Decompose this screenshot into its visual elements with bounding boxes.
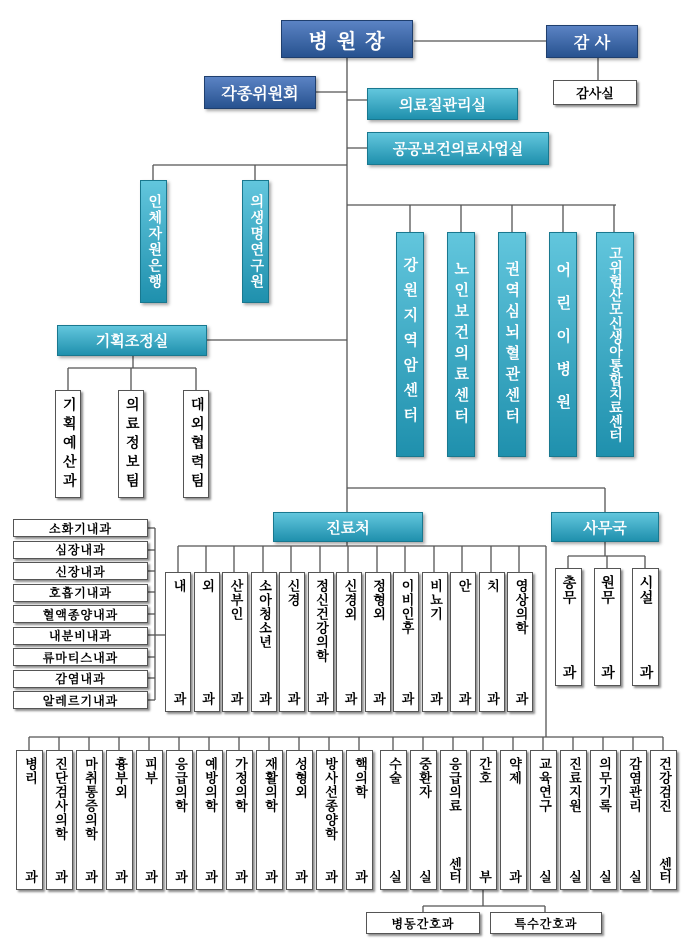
dept-name: 수술 <box>386 757 401 785</box>
support-department-box <box>530 750 557 890</box>
dept-name: 피부 <box>142 757 157 785</box>
dept-suffix: 과 <box>172 870 187 883</box>
dept-suffix: 과 <box>370 692 385 705</box>
dept-suffix: 실 <box>626 870 641 883</box>
dept-suffix: 과 <box>256 692 271 705</box>
dept-name: 비뇨기 <box>427 579 442 621</box>
support-department-box <box>196 750 223 890</box>
support-department-box <box>16 750 43 890</box>
dept-suffix: 과 <box>322 870 337 883</box>
dept-name: 마취통증의학 <box>82 757 97 841</box>
support-department-box <box>380 750 407 890</box>
dept-name: 교육연구 <box>536 757 551 813</box>
dept-name: 신경외 <box>341 579 357 621</box>
dept-suffix: 과 <box>427 692 442 705</box>
dept-name: 재활의학 <box>262 757 277 813</box>
admin-department-box <box>632 568 659 686</box>
dept-name: 건강검진 <box>656 757 671 813</box>
dept-suffix: 실 <box>566 870 581 883</box>
support-department-box <box>316 750 343 890</box>
dept-suffix: 과 <box>142 870 157 883</box>
dept-name: 방사선종양학 <box>322 757 337 841</box>
clinical-department-box <box>393 572 419 712</box>
clinical-department-box <box>308 572 334 712</box>
dept-suffix: 과 <box>506 870 521 883</box>
dept-name: 영상의학 <box>512 579 528 635</box>
auditor-box: 감 사 <box>546 25 638 58</box>
internal-medicine-item: 심장내과 <box>13 541 148 559</box>
support-department-box <box>256 750 283 890</box>
support-department-box <box>500 750 527 890</box>
dept-suffix: 과 <box>202 870 217 883</box>
dept-name: 간호 <box>476 757 491 785</box>
dept-name: 총무 <box>560 575 577 605</box>
dept-suffix: 실 <box>596 870 611 883</box>
internal-medicine-item: 내분비내과 <box>13 627 148 645</box>
ward-nursing-box: 병동간호과 <box>366 912 480 934</box>
maternal-neonatal-center-label: 고위험산모신생아통합치료센터 <box>607 246 623 442</box>
dept-name: 가정의학 <box>232 757 247 813</box>
public-health-box: 공공보건의료사업실 <box>367 132 549 165</box>
dept-name: 외 <box>199 579 214 593</box>
dept-suffix: 실 <box>536 870 551 883</box>
dept-name: 원무 <box>599 575 615 605</box>
dept-name: 응급의학 <box>172 757 187 813</box>
dept-suffix: 과 <box>313 692 328 705</box>
dept-name: 치 <box>484 579 499 593</box>
support-department-box <box>106 750 133 890</box>
internal-medicine-item: 신장내과 <box>13 562 148 580</box>
support-department-box <box>440 750 467 890</box>
internal-medicine-item: 알레르기내과 <box>13 691 148 709</box>
clinical-department-box <box>507 572 533 712</box>
biomedical-institute-box: 의생명연구원 <box>242 180 269 303</box>
dept-suffix: 과 <box>262 870 277 883</box>
dept-name: 감염관리 <box>626 757 641 813</box>
dept-suffix: 과 <box>232 870 247 883</box>
planning-office-box: 기획조정실 <box>57 325 207 356</box>
dept-name: 응급의료 <box>446 757 461 813</box>
dept-suffix: 과 <box>637 665 654 679</box>
dept-suffix: 과 <box>599 665 615 679</box>
support-department-box <box>650 750 677 890</box>
internal-medicine-item: 호흡기내과 <box>13 584 148 602</box>
cancer-center-box: 강원지역암센터 <box>396 232 424 457</box>
external-relations-team-box: 대외협력팀 <box>183 390 209 498</box>
budget-team-box: 기획예산과 <box>55 390 81 498</box>
dept-name: 소아청소년 <box>256 579 271 649</box>
dept-suffix: 과 <box>199 692 214 705</box>
dept-suffix: 과 <box>560 665 577 679</box>
dept-suffix: 센터 <box>656 857 671 883</box>
dept-suffix: 실 <box>416 870 431 883</box>
support-department-box <box>76 750 103 890</box>
support-department-box <box>286 750 313 890</box>
clinical-department-box <box>422 572 448 712</box>
audit-office-box: 감사실 <box>553 80 637 105</box>
dept-name: 성형외 <box>292 757 307 799</box>
dept-suffix: 과 <box>512 692 528 705</box>
support-department-box <box>226 750 253 890</box>
dept-name: 정신건강의학 <box>313 579 328 663</box>
support-department-box <box>410 750 437 890</box>
dept-name: 진단검사의학 <box>52 757 67 841</box>
dept-name: 안 <box>455 579 471 593</box>
dept-name: 이비인후 <box>398 579 414 635</box>
dept-name: 의무기록 <box>596 757 611 813</box>
dept-suffix: 과 <box>82 870 97 883</box>
dept-suffix: 과 <box>455 692 471 705</box>
clinical-department-box <box>279 572 305 712</box>
special-nursing-box: 특수간호과 <box>490 912 602 934</box>
dept-name: 병리 <box>22 757 37 785</box>
dept-suffix: 과 <box>341 692 357 705</box>
clinical-department-box <box>479 572 505 712</box>
dept-name: 약제 <box>506 757 521 785</box>
support-department-box <box>620 750 647 890</box>
clinical-department-box <box>194 572 220 712</box>
clinical-department-box <box>336 572 362 712</box>
dept-name: 산부인 <box>227 579 243 621</box>
dept-name: 중환자 <box>416 757 431 799</box>
dept-suffix: 과 <box>284 692 300 705</box>
support-department-box <box>590 750 617 890</box>
dept-suffix: 과 <box>484 692 499 705</box>
support-department-box <box>136 750 163 890</box>
dept-suffix: 과 <box>22 870 37 883</box>
medical-division-box: 진료처 <box>273 512 423 542</box>
committees-box: 각종위원회 <box>204 76 316 109</box>
dept-name: 신경 <box>284 579 300 607</box>
admin-bureau-box: 사무국 <box>551 512 659 542</box>
dept-suffix: 부 <box>476 870 491 883</box>
internal-medicine-item: 혈액종양내과 <box>13 605 148 623</box>
cardio-cerebro-center-box: 권역심뇌혈관센터 <box>498 232 526 457</box>
dept-suffix: 실 <box>386 870 401 883</box>
dept-suffix: 과 <box>398 692 414 705</box>
clinical-department-box <box>165 572 191 712</box>
human-biobank-box: 인체자원은행 <box>140 180 167 303</box>
support-department-box <box>46 750 73 890</box>
medical-info-team-box: 의료정보팀 <box>118 390 144 498</box>
maternal-neonatal-center-box <box>596 232 634 457</box>
clinical-department-box <box>365 572 391 712</box>
support-department-box <box>346 750 373 890</box>
dept-suffix: 과 <box>352 870 367 883</box>
clinical-department-box <box>222 572 248 712</box>
support-department-box <box>166 750 193 890</box>
dept-name: 흉부외 <box>112 757 127 799</box>
clinical-department-box <box>450 572 476 712</box>
internal-medicine-item: 감염내과 <box>13 670 148 688</box>
dept-name: 정형외 <box>370 579 385 621</box>
dept-name: 내 <box>170 579 186 593</box>
dept-suffix: 과 <box>170 692 186 705</box>
director-box: 병 원 장 <box>281 20 413 58</box>
quality-office-box: 의료질관리실 <box>367 88 518 120</box>
admin-department-box <box>594 568 621 686</box>
geriatric-center-box: 노인보건의료센터 <box>447 232 475 457</box>
dept-suffix: 과 <box>112 870 127 883</box>
support-department-box <box>560 750 587 890</box>
support-department-box <box>470 750 497 890</box>
clinical-department-box <box>251 572 277 712</box>
dept-name: 예방의학 <box>202 757 217 813</box>
dept-suffix: 과 <box>52 870 67 883</box>
internal-medicine-item: 류마티스내과 <box>13 648 148 666</box>
dept-name: 진료지원 <box>566 757 581 813</box>
dept-suffix: 과 <box>292 870 307 883</box>
dept-suffix: 센터 <box>446 857 461 883</box>
dept-name: 시설 <box>637 575 654 605</box>
admin-department-box <box>555 568 582 686</box>
dept-suffix: 과 <box>227 692 243 705</box>
dept-name: 핵의학 <box>352 757 367 799</box>
internal-medicine-item: 소화기내과 <box>13 519 148 537</box>
childrens-hospital-box: 어린이병원 <box>549 232 577 457</box>
